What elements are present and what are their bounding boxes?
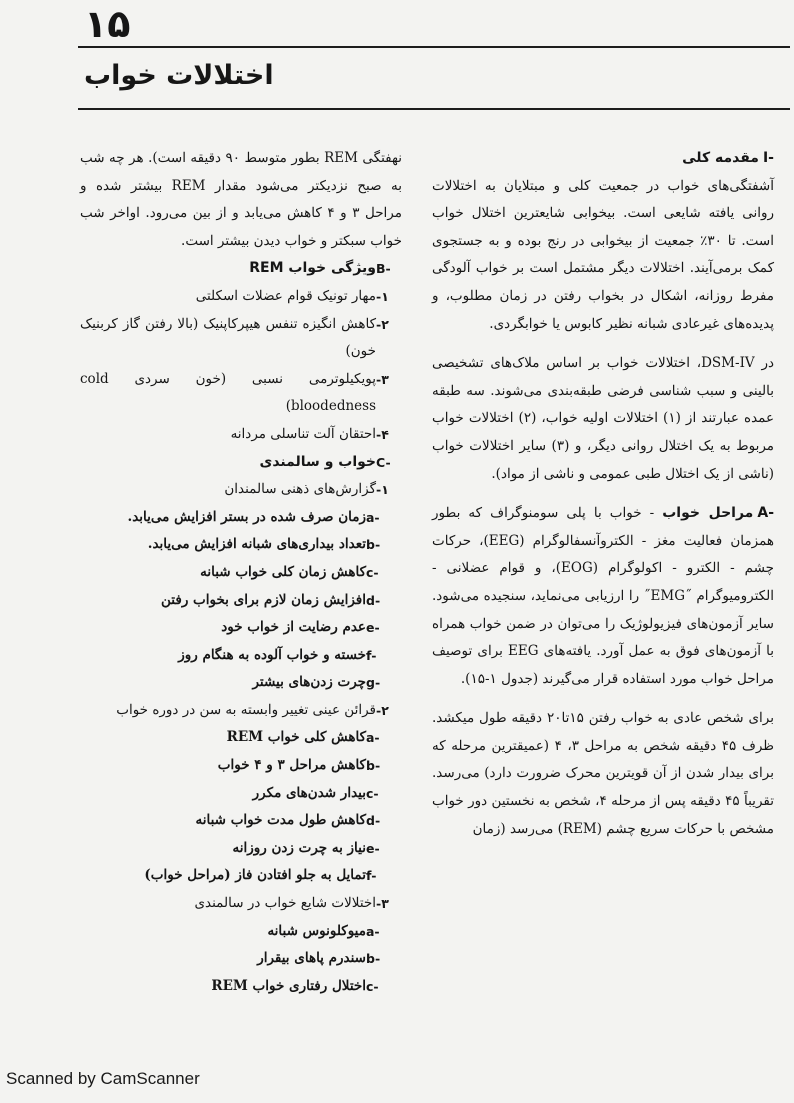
list-item xyxy=(80,918,402,946)
section-heading-sleep-aging xyxy=(80,449,402,477)
list-marker: f- xyxy=(366,647,377,663)
list-item xyxy=(80,752,402,780)
list-item-text: بیدار شدن‌های مکرر xyxy=(252,784,366,801)
section-marker: I- xyxy=(762,150,774,166)
paragraph: نهفتگی REM بطور متوسط ۹۰ دقیقه است). هر چه شب به صبح نزدیکتر می‌شود مقدار REM بیشتر شده و مراحل ۳ و ۴ کاهش می‌یابد و از بین می‌رود. اواخر شب خواب سبکتر و خواب دیدن بیشتر است. xyxy=(80,150,402,249)
section-heading-intro xyxy=(432,145,774,173)
section-title: مراحل خواب xyxy=(662,505,754,522)
list-item xyxy=(80,780,402,808)
left-column xyxy=(80,145,402,1000)
list-item xyxy=(80,311,402,366)
chapter-title: اختلالات خواب xyxy=(84,60,274,91)
paragraph: آشفتگی‌های خواب در جمعیت کلی و مبتلایان به اختلالات روانی یافته شایعی است. بیخوابی شایعترین اختلال خواب است. تا ۳۰٪ جمعیت از بیخوابی در رنج بوده و به جستجوی کمک برمی‌آیند. اختلالات دیگر مشتمل است بر خواب آلودگی مفرط روزانه، اشکال در بخواب رفتن در زمان مطلوب، و پدیده‌های غیرعادی شبانه نظیر کابوس یا خوابگردی. xyxy=(432,177,774,332)
paragraph: در DSM-IV، اختلالات خواب بر اساس ملاک‌های تشخیصی بالینی و سبب شناسی فرضی طبقه‌بندی می‌شوند. سه طبقه عمده عبارتند از (۱) اختلالات اولیه خواب، (۲) اختلالات خواب مربوط به یک اختلال روانی دیگر، و (۳) سایر اختلالات خواب (ناشی از یک اختلال طبی عمومی و ناشی از مواد). xyxy=(432,355,775,482)
list-marker: d- xyxy=(366,813,381,829)
list-item xyxy=(80,642,402,670)
section-marker: C- xyxy=(376,454,391,470)
section-title: مقدمه کلی xyxy=(682,150,759,166)
list-marker: a- xyxy=(366,509,380,525)
list-item-text: مهار تونیک قوام عضلات اسکلتی xyxy=(195,287,376,304)
list-item xyxy=(80,476,402,504)
list-item xyxy=(80,614,402,642)
list-item-text: زمان صرف شده در بستر افزایش می‌یابد. xyxy=(127,508,366,525)
list-item-text: کاهش انگیزه تنفس هیپرکاپنیک (بالا رفتن گاز کربنیک خون) xyxy=(80,315,376,360)
section-marker: B- xyxy=(376,261,391,277)
list-item-text: کاهش زمان کلی خواب شبانه xyxy=(200,563,366,580)
list-item xyxy=(80,890,402,918)
list-item xyxy=(80,945,402,973)
list-item xyxy=(80,531,402,559)
list-item-text: اختلال رفتاری خواب REM xyxy=(211,977,366,994)
header-rule-bottom xyxy=(78,108,790,110)
section-heading-sleep-stages xyxy=(662,505,774,521)
list-item-text: قرائن عینی تغییر وابسته به سن در دوره خواب xyxy=(116,701,376,718)
list-item xyxy=(80,504,402,532)
list-marker: a- xyxy=(366,923,380,939)
list-marker: c- xyxy=(366,785,379,801)
list-marker: -۳ xyxy=(376,371,389,387)
list-item-text: نیاز به چرت زدن روزانه xyxy=(232,839,366,856)
header-rule-top xyxy=(78,46,790,48)
right-column xyxy=(432,145,774,843)
list-item xyxy=(80,697,402,725)
list-item-text: افزایش زمان لازم برای بخواب رفتن xyxy=(161,591,366,608)
paragraph: برای شخص عادی به خواب رفتن ۱۵تا۲۰ دقیقه طول میکشد. ظرف ۴۵ دقیقه شخص به مراحل ۳، ۴ (عمیقترین مرحله که برای بیدار شدن از آن قویترین محرک ضرورت دارد) می‌رسد. تقریباً ۴۵ دقیقه پس از مرحله ۴، شخص به نخستین دور خواب مشخص با حرکات سریع چشم (REM) می‌رسد (زمان xyxy=(432,710,775,837)
list-item-text: چرت زدن‌های بیشتر xyxy=(252,674,366,691)
list-item xyxy=(80,559,402,587)
list-marker: e- xyxy=(366,840,380,856)
list-item-text: کاهش کلی خواب REM xyxy=(226,729,366,746)
list-item xyxy=(80,807,402,835)
list-item-text: تعداد بیداری‌های شبانه افزایش می‌یابد. xyxy=(147,536,366,553)
section-sleep-stages xyxy=(432,500,774,693)
list-item-text: اختلالات شایع خواب در سالمندی xyxy=(194,895,376,912)
list-item-text: عدم رضایت از خواب خود xyxy=(221,619,366,636)
list-item xyxy=(80,862,402,890)
list-marker: b- xyxy=(366,758,381,774)
list-marker: e- xyxy=(366,620,380,636)
list-item xyxy=(80,283,402,311)
section-marker: A- xyxy=(757,505,775,522)
list-item xyxy=(80,421,402,449)
section-title: خواب و سالمندی xyxy=(259,453,376,470)
list-item-text: سندرم پاهای بیقرار xyxy=(257,950,366,967)
list-marker: f- xyxy=(366,868,377,884)
list-item xyxy=(80,587,402,615)
paragraph: - خواب با پلی سومنوگراف که بطور همزمان فعالیت مغز - الکتروآنسفالوگرام (EEG)، حرکات چشم - الکترو - اکولوگرام (EOG)، و قوام عضلانی - الکترومیوگرام ˝EMG˝ را ارزیابی می‌نماید، سنجیده می‌شود. سایر آزمون‌های فیزیولوژیک را می‌توان در ضمن خواب همراه با آزمون‌های فوق به عمل آورد. یافته‌های EEG برای توصیف مراحل خواب مورد استفاده قرار می‌گیرند (جدول ۱-۱۵). xyxy=(432,505,775,687)
list-item-text: گزارش‌های ذهنی سالمندان xyxy=(224,481,376,498)
list-item-text: خسته و خواب آلوده به هنگام روز xyxy=(178,646,366,663)
list-item-text: میوکلونوس شبانه xyxy=(267,922,366,939)
list-marker: d- xyxy=(366,592,381,608)
list-marker: -۴ xyxy=(376,426,389,442)
list-marker: g- xyxy=(366,675,381,691)
list-marker: -۲ xyxy=(376,702,389,718)
list-item-text: پویکیلوترمی نسبی (خون سردی cold bloodedness) xyxy=(80,370,376,415)
list-item xyxy=(80,973,402,1001)
list-item xyxy=(80,835,402,863)
scanner-watermark: Scanned by CamScanner xyxy=(6,1069,200,1088)
section-title: ویژگی خواب REM xyxy=(249,260,376,277)
list-marker: -۳ xyxy=(376,896,389,912)
list-marker: b- xyxy=(366,537,381,553)
list-marker: -۱ xyxy=(376,482,389,498)
list-marker: b- xyxy=(366,951,381,967)
section-heading-rem-features xyxy=(80,255,402,283)
list-item xyxy=(80,724,402,752)
list-item xyxy=(80,669,402,697)
list-marker: -۲ xyxy=(376,316,389,332)
list-marker: a- xyxy=(366,730,380,746)
list-marker: -۱ xyxy=(376,288,389,304)
list-item-text: تمایل به جلو افتادن فاز (مراحل خواب) xyxy=(144,867,366,884)
list-item-text: احتقان آلت تناسلی مردانه xyxy=(230,425,376,442)
list-marker: c- xyxy=(366,978,379,994)
list-item-text: کاهش طول مدت خواب شبانه xyxy=(195,812,366,829)
list-item-text: کاهش مراحل ۳ و ۴ خواب xyxy=(217,757,366,774)
list-item xyxy=(80,366,402,421)
chapter-number: ۱۵ xyxy=(84,2,131,46)
list-marker: c- xyxy=(366,564,379,580)
